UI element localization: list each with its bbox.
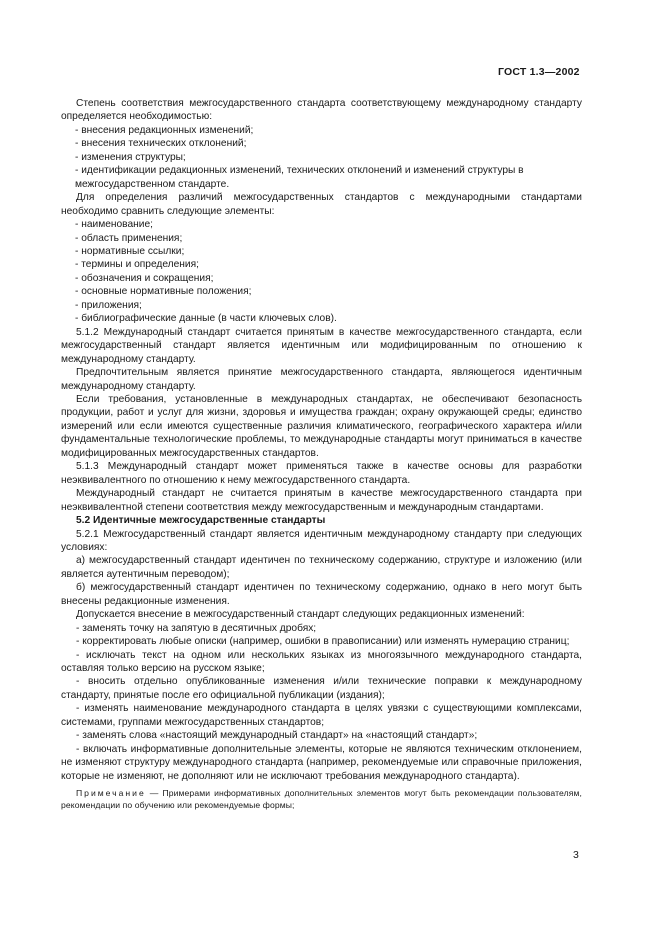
paragraph: 5.2.1 Межгосударственный стандарт является идентичным международному стандарту при следующих условиях: <box>61 528 582 553</box>
list-item: - изменения структуры; <box>75 151 186 163</box>
list-item: - внесения редакционных изменений; <box>75 124 254 136</box>
note-label: Примечание <box>76 788 146 799</box>
paragraph: Международный стандарт не считается принятым в качестве межгосударственного стандарта при неэквивалентной степени соответствия между межгосударственным и международным стандартами. <box>61 488 582 513</box>
list-item: - термины и определения; <box>75 259 199 271</box>
section-heading: 5.2 Идентичные межгосударственные стандарты <box>76 515 326 527</box>
document-code: ГОСТ 1.3—2002 <box>498 66 580 78</box>
paragraph: Если требования, установленные в международных стандартах, не обеспечивают безопасность продукции, работ и услуг для жизни, здоровья и имущества граждан; охрану окружающей среды; единство измерений или если имеются существенные различия климатического, географического характера и/или фундаментальные технологические проблемы, то международные стандарты могут приниматься в качестве модифицированных межгосударственных стандартов. <box>61 393 582 459</box>
list-item: - нормативные ссылки; <box>75 245 185 257</box>
page-number: 3 <box>573 849 579 861</box>
paragraph: Степень соответствия межгосударственного стандарта соответствующему международному стандарту определяется необходимостью: <box>61 98 582 123</box>
paragraph: а) межгосударственный стандарт идентичен по техническому содержанию, структуре и изложению (или является аутентичным переводом); <box>61 555 582 580</box>
list-item: - область применения; <box>75 232 183 244</box>
list-item: - библиографические данные (в части ключевых слов). <box>75 313 337 325</box>
list-item: - обозначения и сокращения; <box>75 272 214 284</box>
paragraph: - вносить отдельно опубликованные изменения и/или технические поправки к международному стандарту, принятые после его официальной публикации (издания); <box>61 676 582 701</box>
paragraph: Для определения различий межгосударственных стандартов с международными стандартами необходимо сравнить следующие элементы: <box>61 192 582 217</box>
paragraph: - заменять точку на запятую в десятичных дробях; <box>76 622 317 634</box>
list-item: - идентификации редакционных изменений, технических отклонений и изменений структуры в межгосударственном стандарте. <box>75 165 524 190</box>
paragraph: - изменять наименование международного стандарта в целях увязки с существующими комплексами, системами, группами межгосударственных стандартов; <box>61 703 582 728</box>
paragraph: Допускается внесение в межгосударственный стандарт следующих редакционных изменений: <box>76 609 525 621</box>
paragraph: - заменять слова «настоящий международный стандарт» на «настоящий стандарт»; <box>76 730 478 742</box>
paragraph: 5.1.3 Международный стандарт может применяться также в качестве основы для разработки неэквивалентного по отношению к нему межгосударственного стандарта. <box>61 461 582 486</box>
list-item: - наименование; <box>75 219 153 231</box>
paragraph: - корректировать любые описки (например, ошибки в правописании) или изменять нумерацию страниц; <box>76 636 570 648</box>
note <box>61 787 582 811</box>
document-body <box>61 97 582 811</box>
paragraph: Предпочтительным является принятие межгосударственного стандарта, являющегося идентичным международному стандарту. <box>61 367 582 392</box>
note-text: — Примерами информативных дополнительных элементов могут быть рекомендации пользователям, рекомендации по обучению или рекомендуемые формы; <box>61 788 582 811</box>
list-item: - внесения технических отклонений; <box>75 138 247 150</box>
paragraph: 5.1.2 Международный стандарт считается принятым в качестве межгосударственного стандарта, если межгосударственный стандарт является идентичным или модифицированным по отношению к международному стандарту. <box>61 326 582 365</box>
paragraph: - исключать текст на одном или нескольких языках из многоязычного международного стандарта, оставляя только версию на русском языке; <box>61 649 582 675</box>
list-item: - основные нормативные положения; <box>75 286 252 298</box>
paragraph: б) межгосударственный стандарт идентичен по техническому содержанию, однако в него могут быть внесены редакционные изменения. <box>61 582 582 607</box>
paragraph: - включать информативные дополнительные элементы, которые не являются техническим отклонением, не изменяют структуру международного стандарта (например, рекомендуемые или справочные приложения, которые не изменяют, не дополняют или не исключают требования международного стандарта). <box>61 743 582 782</box>
list-item: - приложения; <box>75 299 142 311</box>
